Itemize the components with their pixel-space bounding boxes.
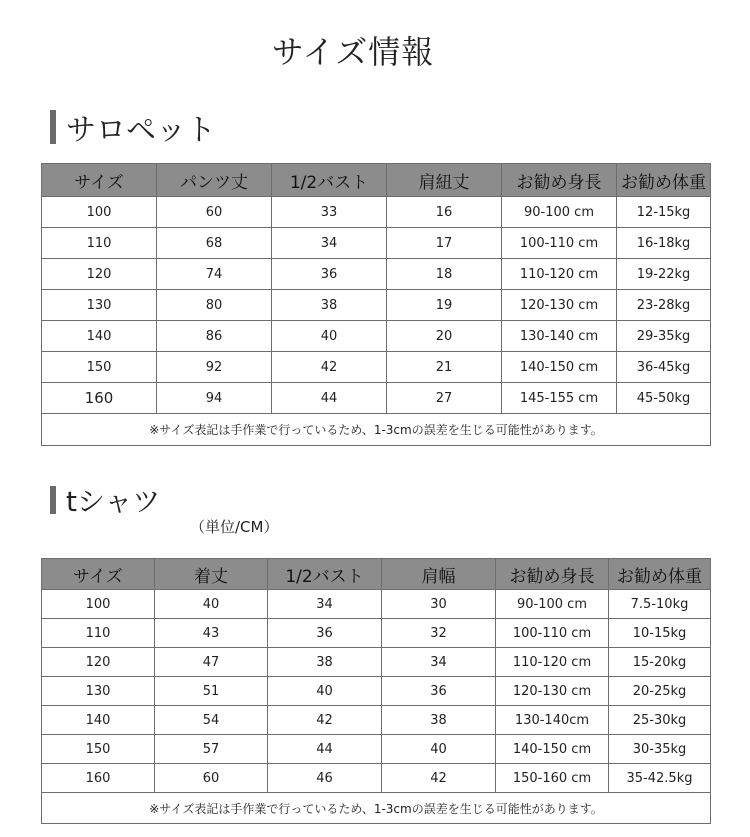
table-row	[42, 648, 711, 677]
header-cell: お勧め身長	[496, 559, 609, 590]
table-row	[42, 259, 711, 290]
table-cell: 44	[272, 383, 387, 414]
table-note: ※サイズ表記は手作業で行っているため、1-3cmの誤差を生じる可能性があります。	[42, 793, 711, 824]
table-cell: 150	[42, 352, 157, 383]
table-cell: 86	[157, 321, 272, 352]
table-cell: 140	[42, 706, 155, 735]
section-overalls-heading	[50, 105, 216, 149]
table-cell: 51	[155, 677, 268, 706]
table-cell: 42	[382, 764, 496, 793]
table-cell: 94	[157, 383, 272, 414]
table-cell: 60	[155, 764, 268, 793]
table-cell: 145-155 cm	[502, 383, 617, 414]
table-cell: 110	[42, 619, 155, 648]
table-cell: 130	[42, 290, 157, 321]
table-cell: 160	[42, 383, 157, 414]
table-cell: 60	[157, 197, 272, 228]
table-cell: 74	[157, 259, 272, 290]
table-cell: 40	[155, 590, 268, 619]
table-cell: 100	[42, 590, 155, 619]
section-tshirt-title: tシャツ	[66, 485, 161, 518]
table-cell: 54	[155, 706, 268, 735]
table-cell: 110	[42, 228, 157, 259]
table-cell: 17	[387, 228, 502, 259]
table-cell: 20-25kg	[609, 677, 711, 706]
table-cell: 36	[268, 619, 382, 648]
table-row	[42, 619, 711, 648]
table-cell: 38	[382, 706, 496, 735]
table-row	[42, 590, 711, 619]
table-cell: 35-42.5kg	[609, 764, 711, 793]
section-tshirt-heading	[50, 480, 160, 520]
header-cell: 肩紐丈	[387, 164, 502, 197]
table-cell: 140-150 cm	[502, 352, 617, 383]
table-note: ※サイズ表記は手作業で行っているため、1-3cmの誤差を生じる可能性があります。	[42, 414, 711, 446]
header-cell: 着丈	[155, 559, 268, 590]
section-marker	[50, 486, 56, 514]
table-row	[42, 735, 711, 764]
table-cell: 120-130 cm	[496, 677, 609, 706]
table-cell: 33	[272, 197, 387, 228]
table-row	[42, 764, 711, 793]
table-row	[42, 228, 711, 259]
header-cell: サイズ	[42, 164, 157, 197]
table-cell: 140	[42, 321, 157, 352]
table-row	[42, 321, 711, 352]
table-cell: 16-18kg	[617, 228, 711, 259]
table-cell: 46	[268, 764, 382, 793]
table-note-row	[42, 793, 711, 824]
tshirt-size-table	[41, 558, 711, 824]
section-overalls-title: サロペット	[66, 113, 216, 148]
table-cell: 120	[42, 648, 155, 677]
page-title: サイズ情報	[271, 33, 435, 71]
header-cell: お勧め体重	[617, 164, 711, 197]
table-cell: 47	[155, 648, 268, 677]
header-cell: 肩幅	[382, 559, 496, 590]
overalls-size-table	[41, 163, 711, 446]
table-cell: 110-120 cm	[502, 259, 617, 290]
table-cell: 23-28kg	[617, 290, 711, 321]
header-cell: パンツ丈	[157, 164, 272, 197]
table-cell: 18	[387, 259, 502, 290]
table-cell: 40	[382, 735, 496, 764]
header-cell: お勧め身長	[502, 164, 617, 197]
table-cell: 44	[268, 735, 382, 764]
table-cell: 140-150 cm	[496, 735, 609, 764]
table-cell: 160	[42, 764, 155, 793]
table-cell: 130	[42, 677, 155, 706]
table-cell: 42	[268, 706, 382, 735]
table-header-row	[42, 164, 711, 197]
header-cell: 1/2バスト	[268, 559, 382, 590]
table-cell: 100-110 cm	[496, 619, 609, 648]
table-cell: 45-50kg	[617, 383, 711, 414]
table-cell: 19-22kg	[617, 259, 711, 290]
table-cell: 120-130 cm	[502, 290, 617, 321]
table-cell: 36	[272, 259, 387, 290]
table-cell: 90-100 cm	[502, 197, 617, 228]
table-cell: 43	[155, 619, 268, 648]
section-marker	[50, 110, 56, 144]
table-header-row	[42, 559, 711, 590]
table-cell: 42	[272, 352, 387, 383]
table-cell: 30	[382, 590, 496, 619]
table-cell: 130-140cm	[496, 706, 609, 735]
table-cell: 25-30kg	[609, 706, 711, 735]
table-cell: 36-45kg	[617, 352, 711, 383]
table-cell: 92	[157, 352, 272, 383]
table-cell: 20	[387, 321, 502, 352]
table-cell: 34	[382, 648, 496, 677]
table-cell: 130-140 cm	[502, 321, 617, 352]
table-cell: 80	[157, 290, 272, 321]
table-cell: 120	[42, 259, 157, 290]
table-cell: 68	[157, 228, 272, 259]
table-row	[42, 677, 711, 706]
header-cell: サイズ	[42, 559, 155, 590]
table-cell: 34	[272, 228, 387, 259]
table-cell: 12-15kg	[617, 197, 711, 228]
header-cell: 1/2バスト	[272, 164, 387, 197]
table-row	[42, 197, 711, 228]
table-cell: 38	[268, 648, 382, 677]
unit-label: （単位/CM）	[190, 518, 279, 536]
table-cell: 40	[268, 677, 382, 706]
table-row	[42, 383, 711, 414]
table-cell: 29-35kg	[617, 321, 711, 352]
table-cell: 150	[42, 735, 155, 764]
table-cell: 27	[387, 383, 502, 414]
table-cell: 34	[268, 590, 382, 619]
table-cell: 21	[387, 352, 502, 383]
table-cell: 7.5-10kg	[609, 590, 711, 619]
table-cell: 16	[387, 197, 502, 228]
table-cell: 30-35kg	[609, 735, 711, 764]
table-cell: 100-110 cm	[502, 228, 617, 259]
table-row	[42, 290, 711, 321]
header-cell: お勧め体重	[609, 559, 711, 590]
table-cell: 40	[272, 321, 387, 352]
table-cell: 57	[155, 735, 268, 764]
table-cell: 38	[272, 290, 387, 321]
table-cell: 10-15kg	[609, 619, 711, 648]
table-cell: 32	[382, 619, 496, 648]
table-cell: 19	[387, 290, 502, 321]
table-cell: 100	[42, 197, 157, 228]
table-cell: 110-120 cm	[496, 648, 609, 677]
table-row	[42, 352, 711, 383]
table-row	[42, 706, 711, 735]
table-cell: 150-160 cm	[496, 764, 609, 793]
table-note-row	[42, 414, 711, 446]
table-cell: 15-20kg	[609, 648, 711, 677]
table-cell: 36	[382, 677, 496, 706]
table-cell: 90-100 cm	[496, 590, 609, 619]
